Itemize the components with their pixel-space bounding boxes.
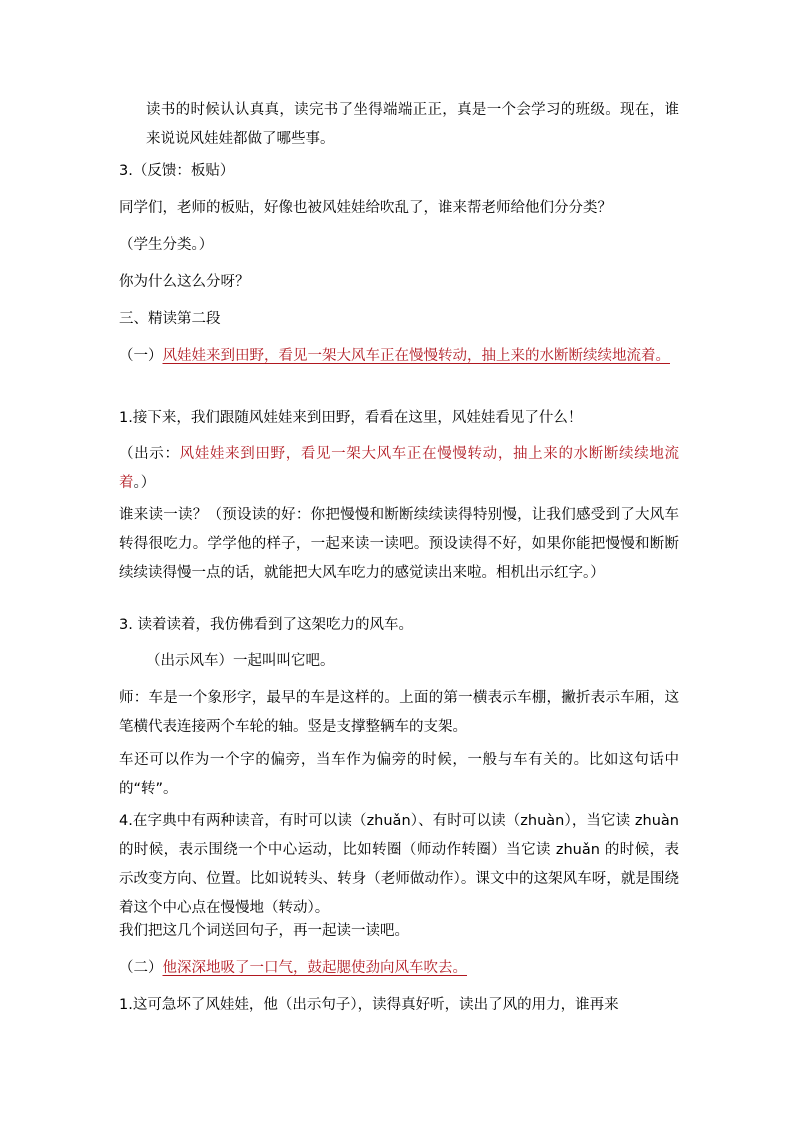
- paragraph-radical: 车还可以作为一个字的偏旁，当车作为偏旁的时候，一般与车有关的。比如这句话中的“转”。: [119, 752, 679, 797]
- paragraph-show-windmill: （出示风车）一起叫叫它吧。: [146, 653, 335, 669]
- paragraph-pronunciation: 4.在字典中有两种读音，有时可以读（zhuǎn）、有时可以读（zhuàn），当它读 zhuàn的时候，表示围绕一个中心运动，比如转圈（师动作转圈）当它读 zhuǎn 的时候，表示改变方向、位置。比如说转头、转身（老师做动作）。课文中的这架风车呀，就是围绕着这个中心点在慢慢地（转动）。: [119, 813, 679, 916]
- paragraph-pictograph: 师：车是一个象形字，最早的车是这样的。上面的第一横表示车棚，撇折表示车厢，这笔横代表连接两个车轮的轴。竖是支撑整辆车的支架。: [119, 690, 679, 735]
- paragraph-feedback-board: 3.（反馈：板贴）: [119, 163, 235, 179]
- section-heading-second-paragraph: 三、精读第二段: [119, 311, 221, 327]
- paragraph-follow-wind: 1.接下来，我们跟随风娃娃来到田野，看看在这里，风娃娃看见了什么！: [119, 410, 583, 426]
- highlighted-sentence: 风娃娃来到田野，看见一架大风车正在慢慢转动，抽上来的水断断续续地流着: [119, 446, 680, 491]
- paragraph-show-sentence: （出示：风娃娃来到田野，看见一架大风车正在慢慢转动，抽上来的水断断续续地流着。）: [119, 446, 680, 491]
- highlighted-sentence: 风娃娃来到田野，看见一架大风车正在慢慢转动，抽上来的水断断续续地流着。: [162, 348, 670, 364]
- highlighted-sentence: 他深深地吸了一口气，鼓起腮使劲向风车吹去。: [162, 960, 467, 976]
- paragraph-windmill-sentence: （一）风娃娃来到田野，看见一架大风车正在慢慢转动，抽上来的水断断续续地流着。: [119, 348, 670, 364]
- paragraph-see-windmill: 3. 读着读着，我仿佛看到了这架吃力的风车。: [119, 617, 413, 633]
- paragraph-deep-breath-sentence: （二）他深深地吸了一口气，鼓起腮使劲向风车吹去。: [119, 960, 467, 976]
- paragraph-wind-anxious: 1.这可急坏了风娃娃，他（出示句子），读得真好听，读出了风的用力，谁再来: [119, 997, 619, 1013]
- paragraph-why-question: 你为什么这么分呀？: [119, 274, 250, 290]
- paragraph-student-classify: （学生分类。）: [119, 237, 214, 253]
- paragraph-classify-prompt: 同学们，老师的板贴，好像也被风娃娃给吹乱了，谁来帮老师给他们分分类？: [119, 200, 612, 216]
- paragraph-reading-feedback: 谁来读一读？（预设读的好：你把慢慢和断断续续读得特别慢，让我们感受到了大风车转得很吃力。学学他的样子，一起来读一读吧。预设读得不好，如果你能把慢慢和断断续续读得慢一点的话，就能把大风车吃力的感觉读出来啦。相机出示红字。）: [119, 507, 679, 581]
- paragraph-reading-praise: 读书的时候认认真真，读完书了坐得端端正正，真是一个会学习的班级。现在，谁来说说风娃娃都做了哪些事。: [146, 102, 679, 147]
- paragraph-read-again: 我们把这几个词送回句子，再一起读一读吧。: [119, 923, 409, 939]
